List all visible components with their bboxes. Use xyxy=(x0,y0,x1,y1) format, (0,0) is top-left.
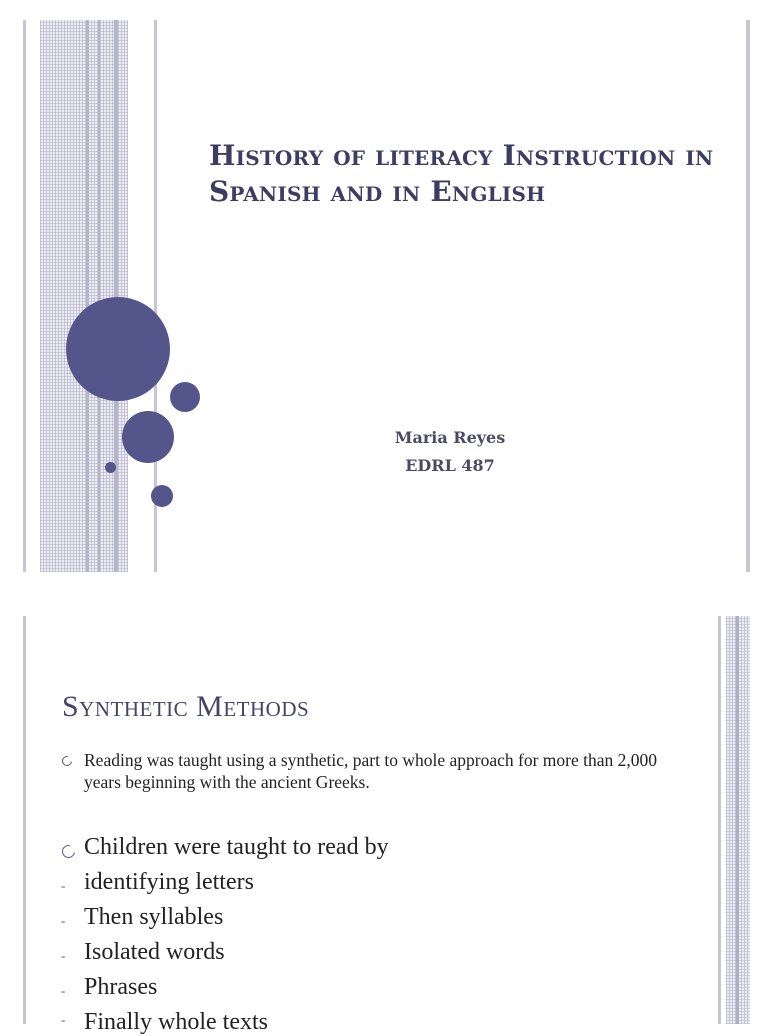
decorative-circle-small xyxy=(170,382,200,412)
author-name: Maria Reyes xyxy=(394,428,506,447)
right-edge-line xyxy=(746,20,750,572)
dash-bullet-icon: - xyxy=(61,983,66,998)
left-edge-line xyxy=(23,20,26,572)
sub-item: identifying letters xyxy=(84,869,254,895)
dash-bullet-icon: - xyxy=(61,1012,66,1027)
main-bullet-text: Children were taught to read by xyxy=(84,834,389,860)
intro-bullet-text: Reading was taught using a synthetic, part to whole approach for more than 2,000 years beginning with the ancient Greeks. xyxy=(84,750,657,792)
stripe-divider xyxy=(736,616,739,1024)
sub-item: Isolated words xyxy=(84,939,225,965)
sub-item: Finally whole texts xyxy=(84,1009,268,1035)
slide-heading: Synthetic Methods xyxy=(62,690,310,723)
right-stripe-line xyxy=(718,616,721,1024)
stripe-divider xyxy=(114,20,118,572)
dash-bullet-icon: - xyxy=(61,948,66,963)
stripe-divider xyxy=(86,20,89,572)
stripe-divider xyxy=(98,20,100,572)
decorative-circle-tiny xyxy=(105,462,116,473)
decorative-circle-large xyxy=(66,297,170,401)
decorative-circle-small xyxy=(151,485,173,507)
course-code: EDRL 487 xyxy=(405,456,495,475)
left-edge-line xyxy=(23,616,26,1024)
slide-title: History of literacy Instruction in Spanish and in English xyxy=(209,139,714,208)
dash-bullet-icon: - xyxy=(61,913,66,928)
decorative-circle-medium xyxy=(122,411,174,463)
dash-bullet-icon: - xyxy=(61,878,66,893)
sub-item: Then syllables xyxy=(84,904,224,930)
sub-item: Phrases xyxy=(84,974,158,1000)
